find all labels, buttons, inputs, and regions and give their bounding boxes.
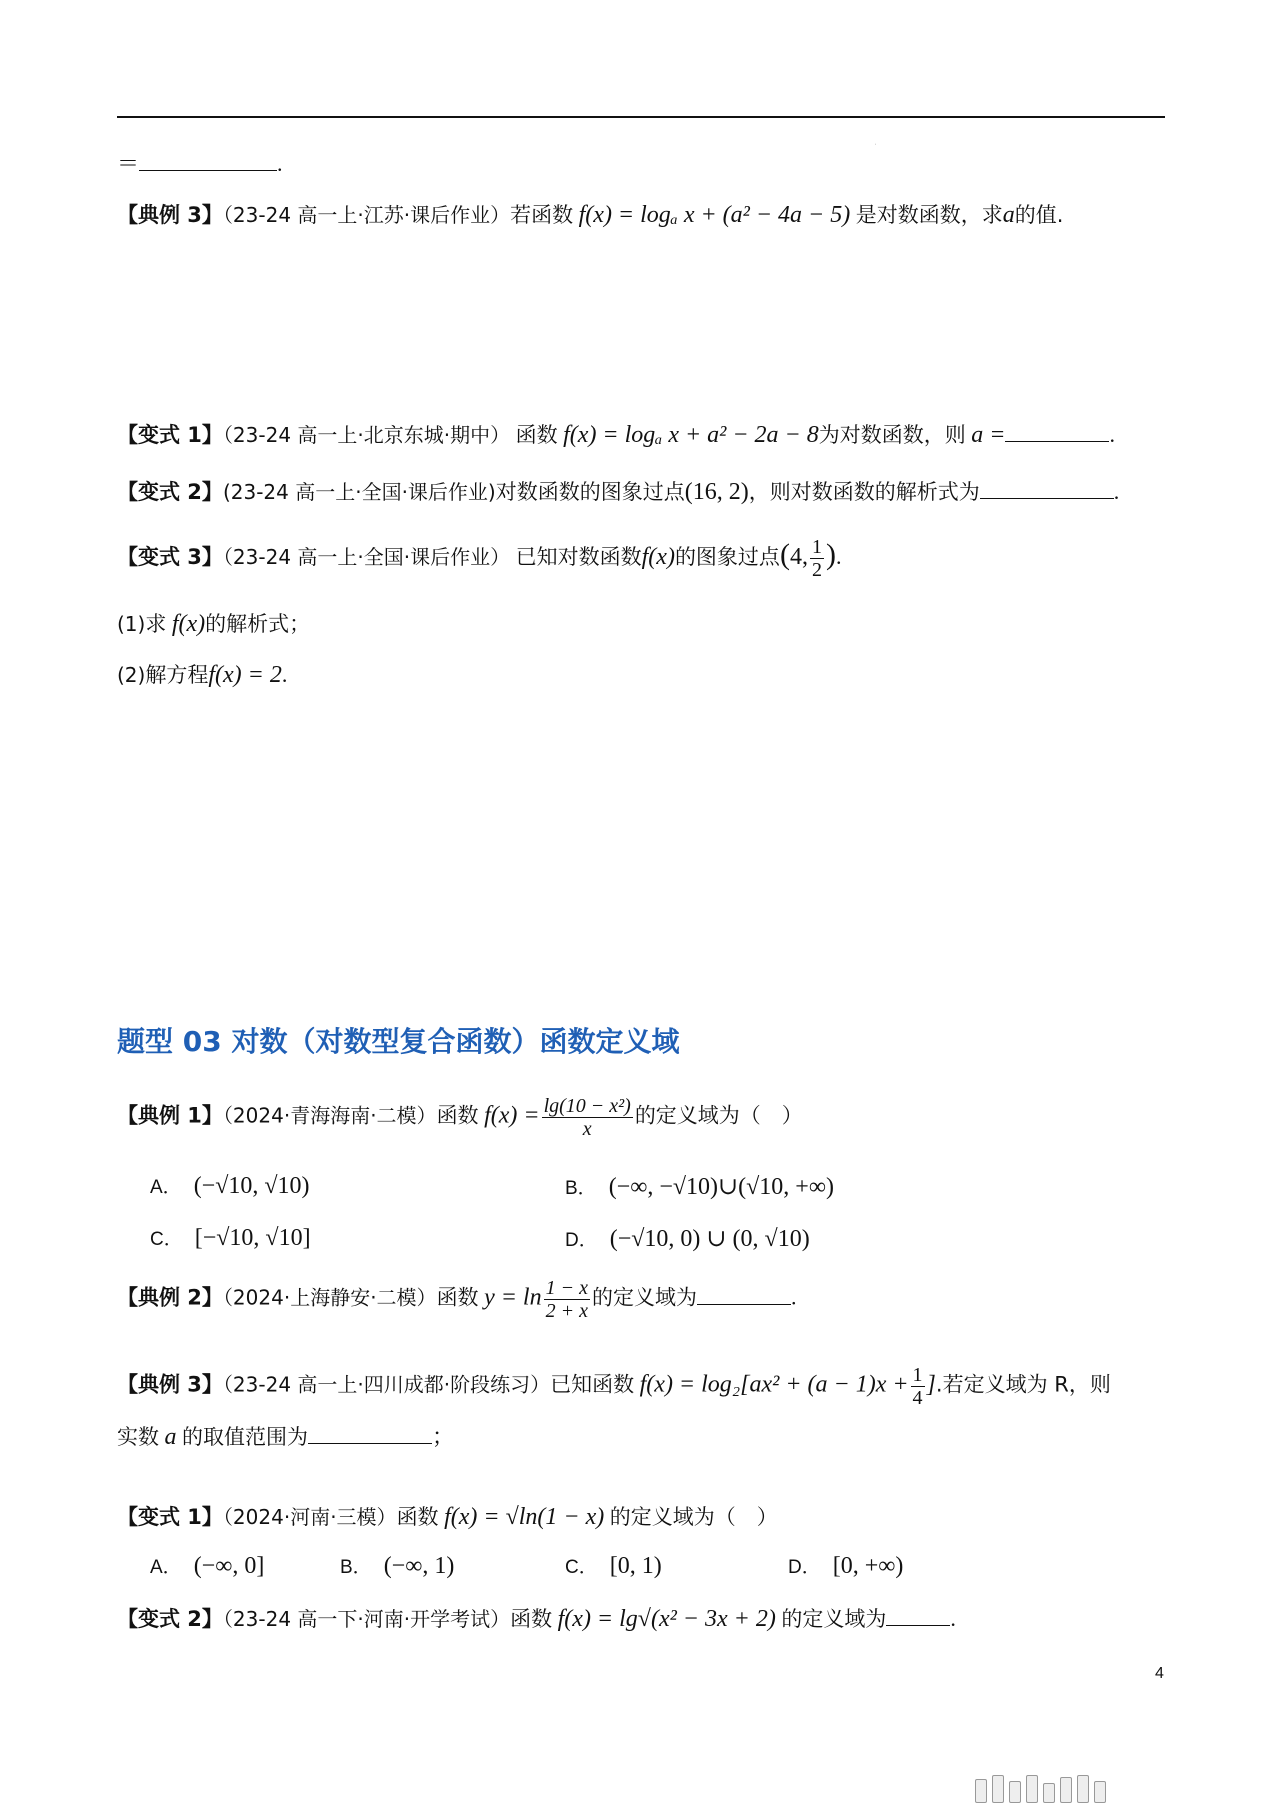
- variant-text: 函数: [515, 423, 558, 447]
- option-value: [−√10, √10]: [194, 1225, 311, 1251]
- question-label: (1): [117, 612, 146, 636]
- answer-blank: [886, 1605, 950, 1626]
- option-d[interactable]: [565, 1224, 810, 1253]
- example-source: （23-24 高一上·四川成都·阶段练习）: [222, 1372, 551, 1397]
- example-text: 的取值范围为: [182, 1425, 308, 1449]
- example-text: 的值.: [1014, 203, 1064, 227]
- example-tag: 【典例 2】: [117, 1285, 223, 1310]
- option-b[interactable]: [565, 1172, 834, 1201]
- example-tag: 【典例 3】: [117, 1372, 223, 1397]
- option-label: A．: [150, 1557, 182, 1578]
- example-text: .若定义域为 R，则: [935, 1372, 1111, 1397]
- equals-sign: ＝: [117, 151, 140, 176]
- fraction: [544, 1277, 590, 1322]
- question-2: [117, 660, 287, 691]
- question-text: 的解析式；: [205, 612, 311, 636]
- answer-blank: [1005, 421, 1109, 442]
- variant-formula: f(x) = √ln(1 − x): [444, 1504, 605, 1530]
- variant-tag: 【变式 2】: [117, 480, 223, 504]
- option-a[interactable]: [150, 1552, 264, 1580]
- option-label: B．: [565, 1178, 597, 1199]
- option-d[interactable]: [788, 1552, 903, 1580]
- variant-source: （2024·河南·三模）: [222, 1505, 397, 1529]
- answer-blank: [697, 1284, 791, 1305]
- variant-text: 已知对数函数: [515, 545, 642, 569]
- variant-text: 为对数函数，则: [818, 423, 966, 447]
- section-variant-1: [117, 1502, 778, 1533]
- variant-formula: f(x): [641, 544, 675, 570]
- variant-text: 的图象过点: [674, 545, 780, 569]
- period: .: [790, 1284, 797, 1310]
- page-number: 4: [1155, 1665, 1164, 1682]
- variant-text: ，则对数函数的解析式为: [748, 480, 980, 504]
- option-value: (−√10, √10): [193, 1173, 310, 1199]
- option-a[interactable]: [150, 1172, 310, 1200]
- fraction-numerator: 1: [811, 536, 822, 559]
- variable: a: [1002, 202, 1015, 228]
- example-source: （2024·上海静安·二模）: [222, 1285, 437, 1310]
- period: .: [835, 544, 842, 569]
- variant-text: 函数: [396, 1505, 439, 1529]
- example-text: 是对数函数，求: [855, 203, 1003, 227]
- option-value: (−∞, 1): [383, 1553, 455, 1579]
- period: .: [277, 151, 283, 176]
- example-text: 函数: [436, 1285, 479, 1310]
- fraction: [911, 1364, 925, 1409]
- variable: a: [164, 1424, 177, 1450]
- example-3: [117, 200, 1063, 231]
- header-rule: [117, 116, 1165, 118]
- variant-formula: f(x) = logₐ x + a² − 2a − 8: [563, 422, 819, 448]
- example-text: 已知函数: [550, 1372, 635, 1397]
- variant-formula: a =: [971, 422, 1006, 448]
- option-label: C．: [150, 1229, 183, 1250]
- fraction-numerator: 1: [912, 1364, 923, 1386]
- option-label: C．: [565, 1557, 598, 1578]
- watermark-bars: [975, 1775, 1106, 1803]
- fraction-denominator: 2: [811, 559, 822, 582]
- period: .: [950, 1606, 956, 1631]
- example-formula: f(x) = log₂[ax² + (a − 1)x +: [639, 1371, 909, 1398]
- fraction-denominator: x: [582, 1118, 592, 1140]
- section-example-3: [117, 1364, 1111, 1409]
- semicolon: ；: [432, 1424, 455, 1449]
- fraction-numerator: lg(10 − x²): [543, 1095, 631, 1117]
- variant-2: [117, 477, 1119, 508]
- variant-text: 的定义域为: [781, 1607, 887, 1631]
- option-value: (−√10, 0) ∪ (0, √10): [609, 1226, 810, 1252]
- section-example-1: [117, 1095, 803, 1140]
- option-label: D．: [565, 1230, 598, 1251]
- example-source: （2024·青海海南·二模）: [222, 1103, 437, 1128]
- example-formula: ]: [926, 1371, 936, 1398]
- option-value: (−∞, 0]: [193, 1553, 265, 1579]
- section-variant-2: [117, 1604, 956, 1635]
- option-label: D．: [788, 1557, 821, 1578]
- question-formula: f(x): [171, 611, 206, 637]
- example-tag: 【典例 3】: [117, 203, 223, 227]
- fraction-denominator: 4: [912, 1387, 923, 1409]
- formula-lhs: f(x) =: [484, 1102, 540, 1129]
- fraction: [810, 536, 824, 581]
- section-example-2: [117, 1277, 796, 1322]
- question-text: 解方程: [145, 663, 209, 687]
- answer-blank: [308, 1423, 432, 1444]
- fraction-denominator: 2 + x: [545, 1300, 588, 1322]
- option-c[interactable]: [150, 1224, 311, 1252]
- variant-source: （23-24 高一上·全国·课后作业）: [222, 545, 511, 569]
- example-text: 的定义域为（ ）: [634, 1103, 803, 1128]
- example-tag: 【典例 1】: [117, 1103, 223, 1128]
- fraction: [542, 1095, 633, 1140]
- period: .: [1109, 422, 1115, 447]
- option-value: [0, 1): [609, 1553, 662, 1579]
- option-label: A．: [150, 1177, 182, 1198]
- variant-point: (16, 2): [684, 479, 749, 505]
- variant-text: 的定义域为（ ）: [609, 1505, 778, 1529]
- period: .: [281, 662, 288, 687]
- top-fragment-line: [117, 150, 283, 179]
- variant-source: （23-24 高一上·北京东城·期中）: [222, 423, 511, 447]
- period: .: [1113, 479, 1120, 504]
- question-1: [117, 609, 310, 640]
- answer-blank: [139, 150, 277, 171]
- question-formula: f(x) = 2: [208, 662, 282, 688]
- option-value: [0, +∞): [832, 1553, 904, 1579]
- section-example-3-line-2: [117, 1422, 454, 1453]
- option-value: (−∞, −√10)∪(√10, +∞): [608, 1174, 834, 1200]
- variant-tag: 【变式 3】: [117, 545, 223, 569]
- question-label: (2): [117, 663, 146, 687]
- question-text: 求: [145, 612, 167, 636]
- tiny-mark: ˌ: [874, 136, 877, 145]
- answer-blank: [980, 478, 1114, 499]
- variant-1: [117, 420, 1115, 451]
- example-text: 的定义域为: [591, 1285, 697, 1310]
- fraction-numerator: 1 − x: [545, 1277, 588, 1299]
- example-text: 若函数: [510, 203, 574, 227]
- example-source: （23-24 高一上·江苏·课后作业）: [222, 203, 511, 227]
- option-c[interactable]: [565, 1552, 662, 1580]
- variant-formula: f(x) = lg√(x² − 3x + 2): [557, 1606, 776, 1632]
- variant-tag: 【变式 1】: [117, 423, 223, 447]
- variant-text: 对数函数的图象过点: [495, 480, 685, 504]
- option-label: B．: [340, 1557, 372, 1578]
- section-heading: 题型 03 对数（对数型复合函数）函数定义域: [117, 1025, 680, 1058]
- variant-source: (23-24 高一上·全国·课后作业): [222, 480, 496, 504]
- formula-lhs: y = ln: [484, 1284, 542, 1311]
- example-text: 实数: [117, 1425, 159, 1449]
- example-formula: f(x) = logₐ x + (a² − 4a − 5): [578, 202, 851, 228]
- point-x: 4,: [789, 544, 808, 570]
- variant-3: 【变式 3】（23-24 高一上·全国·课后作业） 已知对数函数f(x)的图象过点(4, $\frac{1}{2}$ ).: [117, 536, 842, 582]
- variant-source: （23-24 高一下·河南·开学考试）: [222, 1607, 511, 1631]
- option-b[interactable]: [340, 1552, 454, 1580]
- variant-tag: 【变式 1】: [117, 1505, 223, 1529]
- variant-text: 函数: [510, 1607, 553, 1631]
- variant-tag: 【变式 2】: [117, 1607, 223, 1631]
- example-text: 函数: [436, 1103, 479, 1128]
